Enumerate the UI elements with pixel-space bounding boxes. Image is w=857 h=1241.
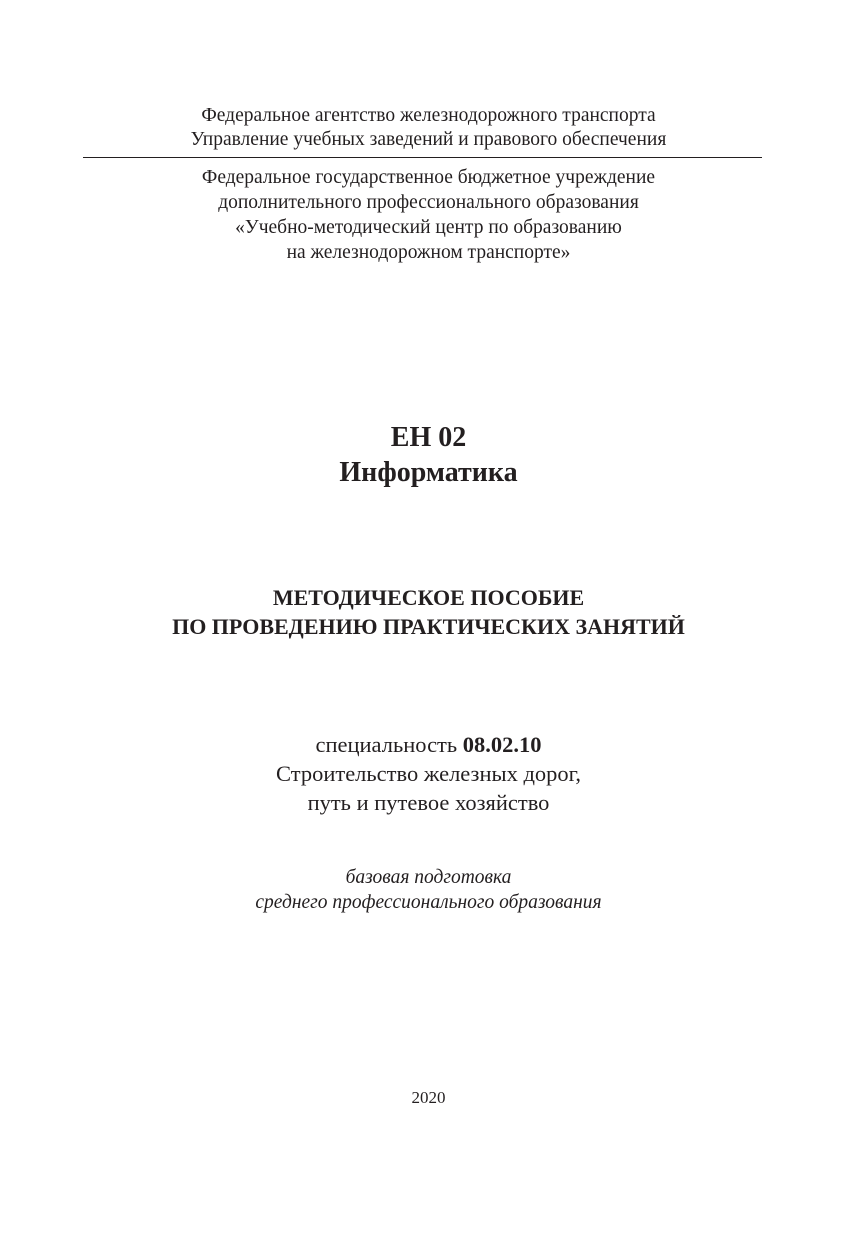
institution-line-3: «Учебно-методический центр по образованию xyxy=(235,217,622,238)
document-type-line-2: ПО ПРОВЕДЕНИЮ ПРАКТИЧЕСКИХ ЗАНЯТИЙ xyxy=(172,614,685,639)
institution-line-1: Федеральное государственное бюджетное учреждение xyxy=(201,167,656,188)
course-name: Информатика xyxy=(339,457,518,488)
specialty-name-line-1: Строительство железных дорог, xyxy=(276,761,581,786)
institution-line-4: на железнодорожном транспорте» xyxy=(286,242,571,263)
specialty-line xyxy=(0,731,857,759)
document-type-line-1: МЕТОДИЧЕСКОЕ ПОСОБИЕ xyxy=(272,585,585,610)
department-name: Управление учебных заведений и правового обеспечения xyxy=(190,129,667,150)
header-divider xyxy=(83,157,762,158)
institution-line-2: дополнительного профессионального образования xyxy=(218,192,639,213)
agency-name: Федеральное агентство железнодорожного транспорта xyxy=(201,105,656,126)
course-code: ЕН 02 xyxy=(390,422,467,453)
publication-year: 2020 xyxy=(411,1088,446,1107)
education-level-line-2: среднего профессионального образования xyxy=(255,892,602,913)
specialty-label: специальность xyxy=(315,732,458,757)
education-level-line-1: базовая подготовка xyxy=(345,867,512,888)
specialty-name-line-2: путь и путевое хозяйство xyxy=(307,790,550,815)
specialty-code: 08.02.10 xyxy=(462,732,542,757)
